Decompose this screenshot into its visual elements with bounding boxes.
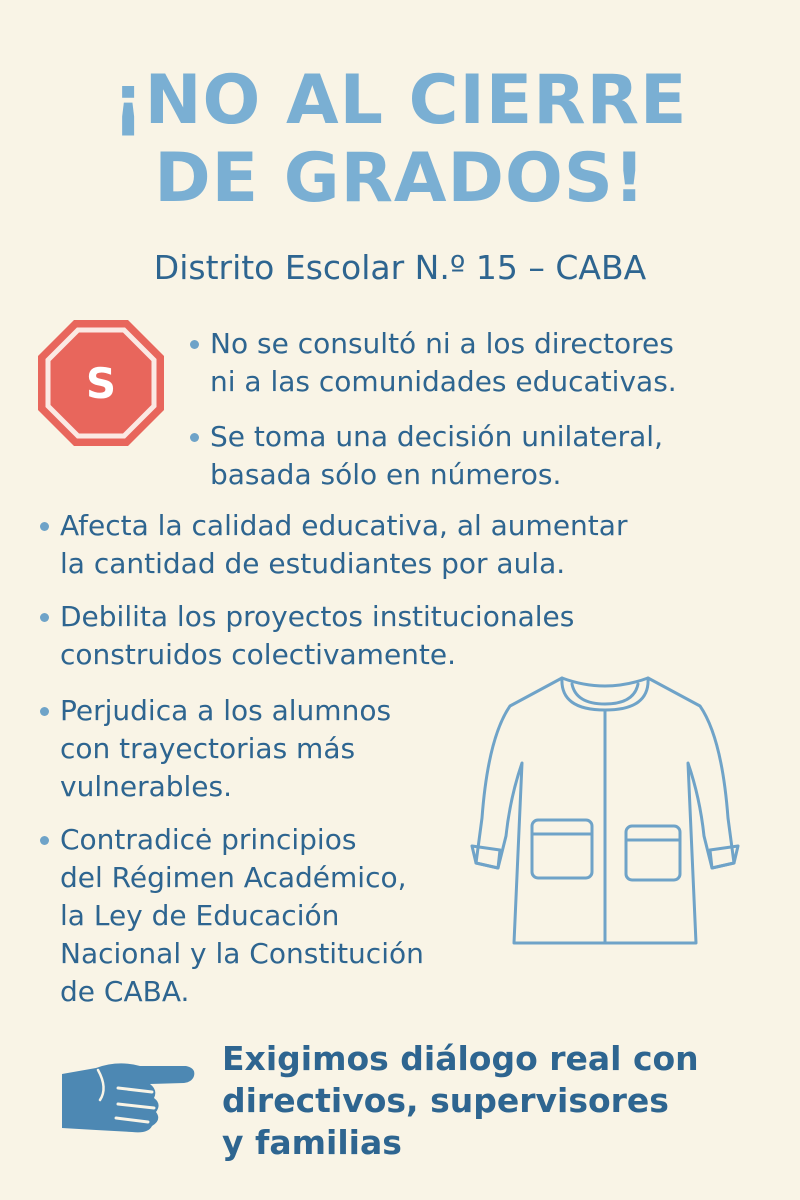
bullet-6-line-4: Nacional y la Constitución: [60, 937, 424, 970]
bullet-dot: [40, 613, 49, 622]
bullet-6-line-5: de CABA.: [60, 975, 190, 1008]
call-to-action: [222, 1038, 762, 1164]
title-line-1: ¡NO AL CIERRE: [112, 61, 688, 140]
bullet-6-line-3: la Ley de Educación: [60, 899, 340, 932]
cta-line-3: y familias: [222, 1123, 402, 1162]
bullet-6-line-1: Contradicė principios: [60, 823, 357, 856]
stop-sign-icon: [36, 318, 166, 448]
bullet-4-line-1: Debilita los proyectos institucionales: [60, 600, 575, 633]
bullet-1-line-2: ni a las comunidades educativas.: [210, 365, 677, 398]
bullet-dot: [190, 340, 199, 349]
bullet-6-line-2: del Régimen Académico,: [60, 861, 407, 894]
bullet-dot: [190, 433, 199, 442]
poster-subtitle: Distrito Escolar N.º 15 – CABA: [153, 248, 647, 287]
bullet-5-line-3: vulnerables.: [60, 770, 233, 803]
title-line-2: DE GRADOS!: [154, 139, 646, 218]
bullet-dot: [40, 707, 49, 716]
bullet-item-6: [60, 821, 424, 1011]
bullet-item-3: [60, 507, 627, 583]
bullet-2-line-1: Se toma una decisión unilateral,: [210, 420, 663, 453]
bullet-5-line-1: Perjudica a los alumnos: [60, 694, 392, 727]
stop-sign-letter: S: [85, 359, 117, 408]
bullet-3-line-2: la cantidad de estudiantes por aula.: [60, 547, 566, 580]
bullet-item-1: [210, 325, 677, 401]
bullet-3-line-1: Afecta la calidad educativa, al aumentar: [60, 509, 628, 542]
bullet-2-line-2: basada sólo en números.: [210, 458, 562, 491]
bullet-item-2: [210, 418, 663, 494]
bullet-4-line-2: construidos colectivamente.: [60, 638, 457, 671]
school-smock-icon: [460, 668, 750, 958]
bullet-dot: [40, 836, 49, 845]
bullet-item-4: [60, 598, 574, 674]
bullet-1-line-1: No se consultó ni a los directores: [210, 327, 674, 360]
cta-line-2: directivos, supervisores: [222, 1081, 669, 1120]
pointing-hand-icon: [58, 1058, 198, 1136]
bullet-5-line-2: con trayectorias más: [60, 732, 356, 765]
poster-title: [0, 62, 800, 218]
bullet-dot: [40, 522, 49, 531]
cta-line-1: Exigimos diálogo real con: [222, 1039, 699, 1078]
bullet-item-5: [60, 692, 391, 806]
